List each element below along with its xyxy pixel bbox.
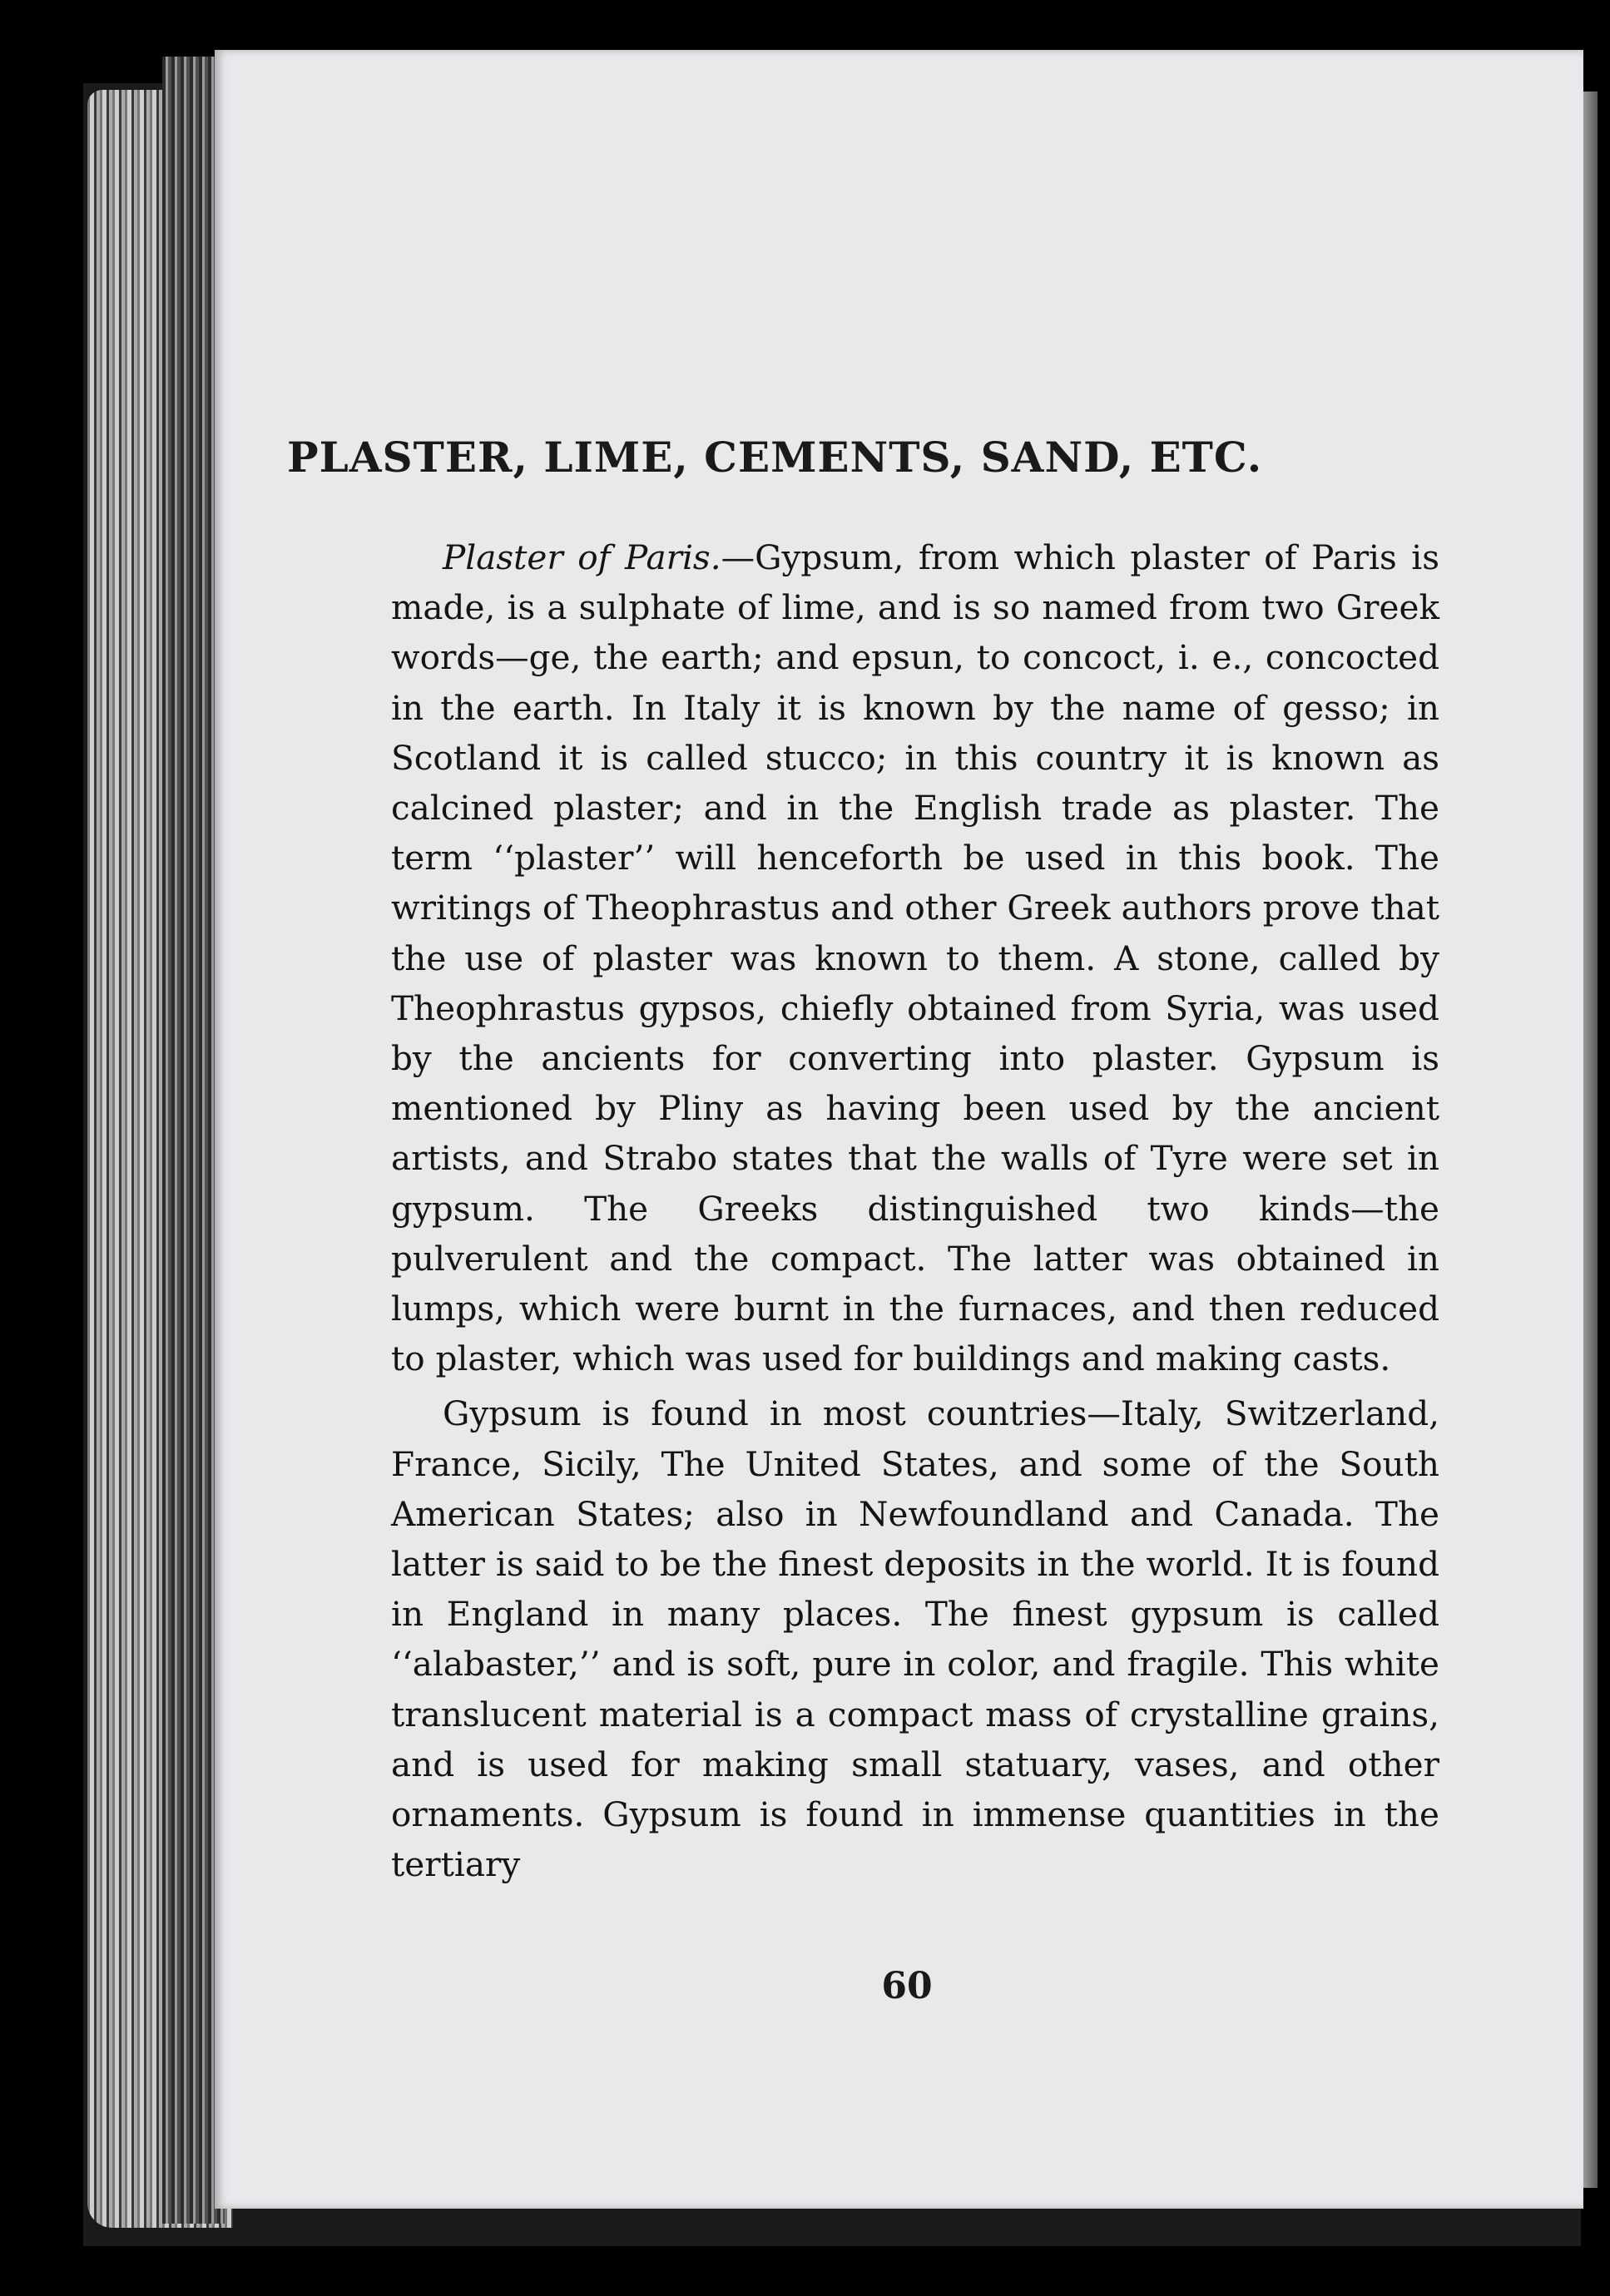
paragraph-1-text: —Gypsum, from which plaster of Paris is made, is a sulphate of lime, and is so named from two Greek words—ge, the earth; and epsun, to concoct, i. e., concocted in the earth. In Italy it is known by the name of gesso; in Scotland it is called stucco; in this country it is known as calcined plaster; and in the English trade as plaster. The term ‘‘plaster’’ will henceforth be used in this book. The writings of Theophrastus and other Greek authors prove that the use of plaster was known to them. A stone, called by Theophrastus gypsos, chiefly obtained from Syria, was used by the ancients for converting into plaster. Gypsum is mentioned by Pliny as having been used by the ancient artists, and Strabo states that the walls of Tyre were set in gypsum. The Greeks distinguished two kinds—the pulverulent and the compact. The latter was obtained in lumps, which were burnt in the furnaces, and then reduced to plaster, which was used for buildings and making casts. [391,537,1439,1379]
paragraph-2-text: Gypsum is found in most countries—Italy, Switzerland, France, Sicily, The United States, and some of the South American States; also in Newfoundland and Canada. The latter is said to be the finest deposits in the world. It is found in England in many places. The finest gypsum is called ‘‘alabaster,’’ and is soft, pure in color, and fragile. This white translucent material is a compact mass of crystalline grains, and is used for making small statuary, vases, and other ornaments. Gypsum is found in immense quantities in the tertiary [391,1393,1439,1885]
page-number: 60 [881,1965,933,2007]
paragraph-1 [391,532,1439,1383]
body-text [391,532,1439,1889]
run-in-heading: Plaster of Paris. [443,537,721,577]
chapter-heading: PLASTER, LIME, CEMENTS, SAND, ETC. [287,433,1263,482]
paragraph-2 [391,1388,1439,1889]
